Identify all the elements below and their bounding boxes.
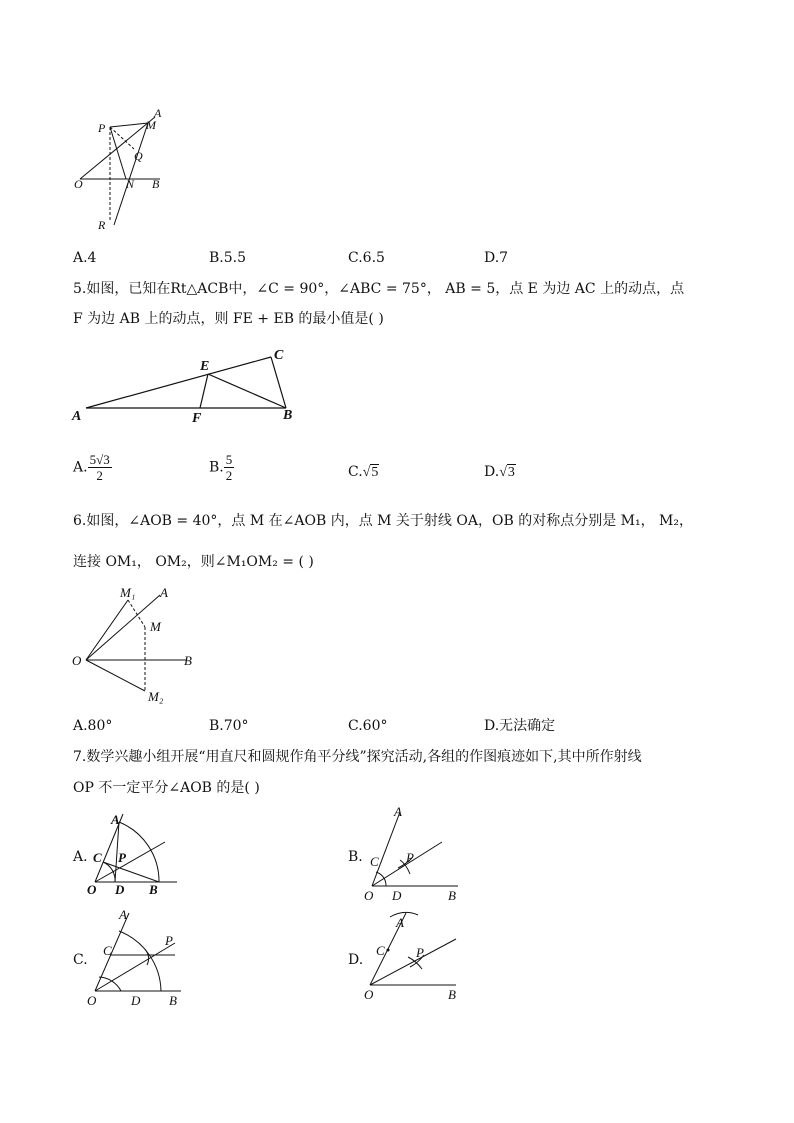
q7a-label-p: P bbox=[118, 850, 126, 865]
q5-figure bbox=[68, 345, 308, 425]
q5-option-b-fraction bbox=[224, 452, 235, 483]
q5-option-c-radicand: 5 bbox=[371, 465, 379, 480]
q7-option-a-letter: A. bbox=[73, 849, 88, 865]
q6-option-a: A.80° bbox=[73, 718, 113, 734]
q7a-ray-op bbox=[95, 842, 165, 882]
q6-segment-om1 bbox=[86, 600, 128, 660]
q4-label-m: M bbox=[146, 118, 156, 132]
q7-option-b-letter: B. bbox=[348, 849, 363, 865]
q5-option-d-radicand: 3 bbox=[507, 465, 515, 480]
q7d-label-a: A bbox=[396, 915, 404, 930]
q6-label-m1: M₁ bbox=[120, 585, 136, 600]
q6-label-b: B bbox=[184, 653, 192, 668]
q7a-arc-small bbox=[103, 862, 115, 882]
q7c-label-d: D bbox=[131, 993, 141, 1008]
q6-stem-line2: 连接 OM₁， OM₂，则∠M₁OM₂ = ( ) bbox=[73, 554, 314, 570]
q5-option-d-sqrt: √3 bbox=[499, 465, 515, 480]
q7a-segment-cb bbox=[103, 862, 159, 882]
q4-option-a: A.4 bbox=[73, 250, 97, 266]
q7c-arc-mark bbox=[145, 949, 149, 965]
q4-option-c: C.6.5 bbox=[348, 250, 385, 266]
q5-stem-line2: F 为边 AB 上的动点，则 FE + EB 的最小值是( ) bbox=[73, 311, 384, 327]
q7c-arc-large bbox=[119, 931, 161, 991]
q7b-label-c: C bbox=[370, 854, 379, 869]
q6-ray-oa bbox=[86, 595, 160, 660]
q6-label-o: O bbox=[72, 653, 82, 668]
q5-option-b-prefix: B. bbox=[209, 459, 224, 476]
q5-option-b-denominator: 2 bbox=[225, 468, 233, 483]
q5-option-c-sqrt: √5 bbox=[362, 465, 379, 480]
q5-label-e: E bbox=[200, 359, 210, 374]
q7c-label-p: P bbox=[165, 933, 173, 948]
q5-option-a-fraction bbox=[88, 452, 112, 483]
q7b-label-o: O bbox=[364, 888, 374, 903]
q5-stem-line1: 5.如图，已知在Rt△ACB中，∠C = 90°，∠ABC = 75°， AB = 5，点 E 为边 AC 上的动点，点 bbox=[73, 281, 685, 297]
q7-figure-d bbox=[360, 905, 470, 1005]
q5-option-b-numerator: 5 bbox=[225, 452, 233, 467]
q7a-label-a: A bbox=[111, 812, 120, 827]
q7-figure-b bbox=[360, 802, 470, 902]
q5-segment-ef bbox=[200, 374, 208, 408]
q4-option-b: B.5.5 bbox=[209, 250, 247, 266]
q5-side-cb bbox=[271, 357, 286, 408]
q7d-label-p: P bbox=[416, 945, 424, 960]
q7-stem-line1: 7.数学兴趣小组开展“用直尺和圆规作角平分线”探究活动,各组的作图痕迹如下,其中所作射线 bbox=[73, 749, 642, 765]
q4-label-b: B bbox=[152, 177, 160, 191]
q6-figure bbox=[68, 585, 208, 710]
q7c-label-c: C bbox=[103, 943, 112, 958]
q7d-label-o: O bbox=[364, 987, 374, 1002]
q7c-label-b: B bbox=[169, 993, 177, 1008]
q7d-label-b: B bbox=[448, 987, 456, 1002]
q7b-arc-small bbox=[376, 872, 386, 886]
q5-option-d-prefix: D. bbox=[484, 464, 500, 480]
q4-label-r: R bbox=[98, 218, 106, 232]
q7a-label-d: D bbox=[115, 882, 125, 897]
q7d-point-c bbox=[387, 949, 390, 952]
q5-option-c-prefix: C. bbox=[348, 464, 363, 480]
q4-line-pm bbox=[110, 123, 148, 127]
q5-label-c: C bbox=[274, 348, 284, 363]
q7b-ray-oa bbox=[372, 812, 400, 886]
q6-option-c: C.60° bbox=[348, 718, 388, 734]
q5-option-a-denominator: 2 bbox=[96, 468, 103, 483]
q7b-label-p: P bbox=[406, 850, 414, 865]
q6-stem-line1: 6.如图，∠AOB = 40°，点 M 在∠AOB 内，点 M 关于射线 OA，OB 的对称点分别是 M₁， M₂， bbox=[73, 513, 693, 529]
q4-label-o: O bbox=[74, 177, 83, 191]
q4-label-p: P bbox=[98, 121, 106, 135]
q7-figure-a bbox=[85, 810, 185, 900]
q7b-label-b: B bbox=[448, 888, 456, 903]
q5-option-d bbox=[484, 462, 516, 483]
q7-option-c-letter: C. bbox=[73, 952, 88, 968]
q7c-arc-small bbox=[99, 977, 121, 991]
q5-side-ac bbox=[86, 357, 271, 408]
q6-label-a: A bbox=[160, 585, 168, 600]
q5-option-a-numerator: 5√3 bbox=[89, 452, 110, 467]
q7c-ray-oa bbox=[95, 913, 129, 991]
q4-label-n: N bbox=[126, 177, 135, 191]
q5-option-b bbox=[209, 452, 234, 483]
q6-option-b: B.70° bbox=[209, 718, 249, 734]
q4-option-d: D.7 bbox=[484, 250, 509, 266]
q5-option-c bbox=[348, 462, 379, 483]
q7a-label-b: B bbox=[149, 882, 158, 897]
q7c-label-o: O bbox=[87, 993, 97, 1008]
q6-label-m2: M₂ bbox=[148, 689, 164, 704]
q4-label-a: A bbox=[154, 106, 162, 120]
q4-figure bbox=[70, 105, 180, 230]
q7a-label-o: O bbox=[87, 882, 97, 897]
q6-dashed-m1m bbox=[128, 600, 145, 627]
q7a-label-c: C bbox=[93, 850, 102, 865]
q7d-label-c: C bbox=[376, 943, 385, 958]
q7-stem-line2: OP 不一定平分∠AOB 的是( ) bbox=[73, 780, 260, 796]
q5-label-a: A bbox=[72, 409, 82, 424]
q5-option-a-prefix: A. bbox=[73, 459, 88, 476]
q7b-label-a: A bbox=[394, 804, 402, 819]
q6-segment-om2 bbox=[86, 660, 145, 691]
q6-label-m: M bbox=[150, 619, 161, 634]
q5-label-b: B bbox=[283, 408, 293, 423]
q4-label-q: Q bbox=[134, 149, 143, 163]
q5-label-f: F bbox=[192, 411, 202, 426]
q7b-label-d: D bbox=[392, 888, 402, 903]
q5-segment-eb bbox=[208, 374, 286, 408]
q7c-label-a: A bbox=[119, 907, 127, 922]
q6-option-d: D.无法确定 bbox=[484, 718, 556, 734]
q7-figure-c bbox=[85, 905, 195, 1010]
q7-option-d-letter: D. bbox=[348, 952, 364, 968]
q4-line-rm bbox=[114, 123, 148, 225]
q5-option-a bbox=[73, 452, 112, 483]
